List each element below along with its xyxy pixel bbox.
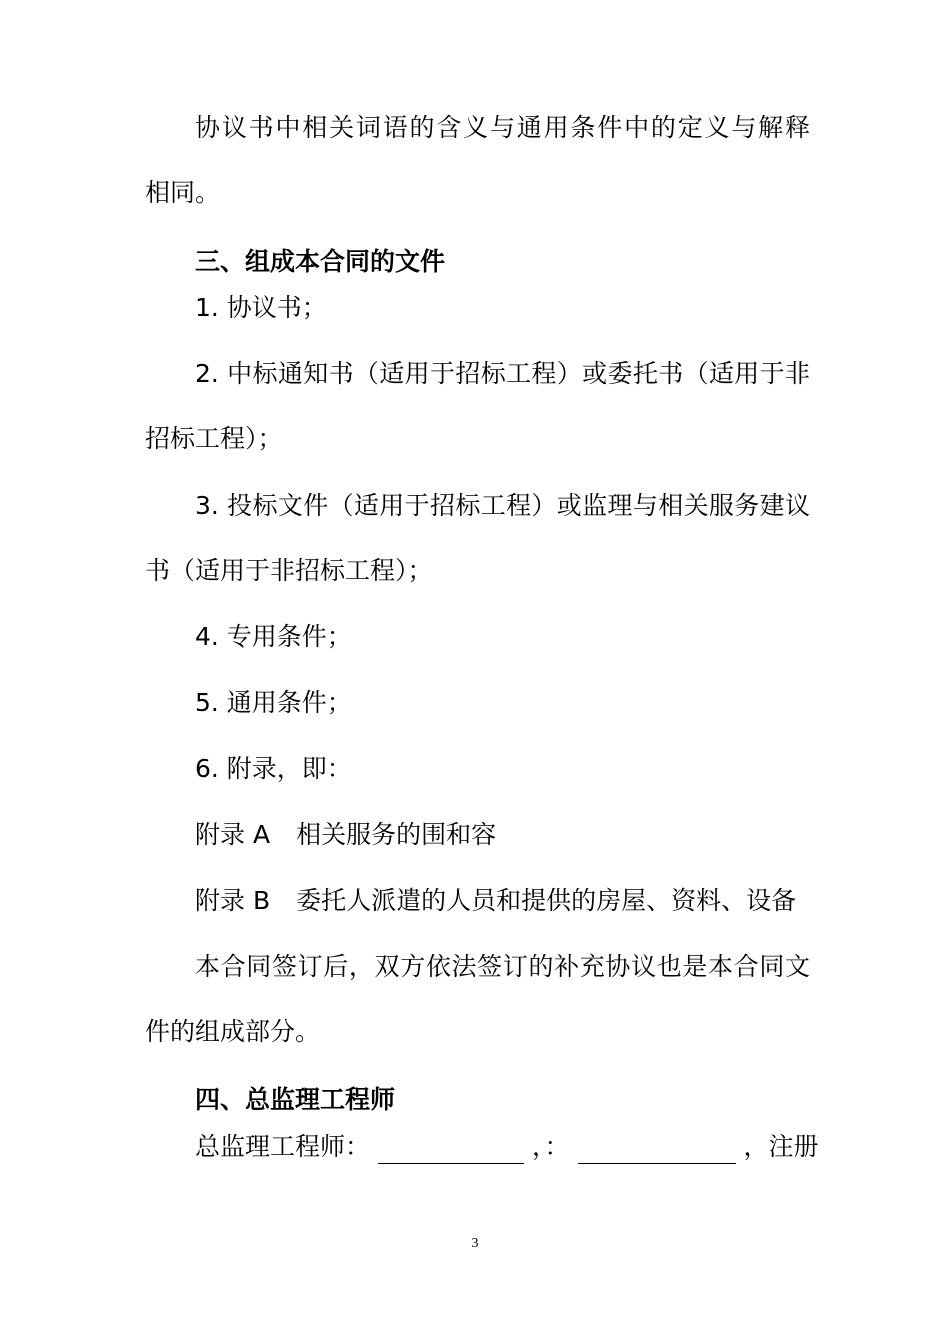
chief-engineer-name-blank[interactable] <box>378 1131 524 1164</box>
paragraph-definitions-line1: 协议书中相关词语的含义与通用条件中的定义与解释 <box>195 113 810 142</box>
chief-engineer-separator: ，： <box>532 1132 570 1161</box>
list-item-3-line1: 3. 投标文件（适用于招标工程）或监理与相关服务建议 <box>195 491 810 520</box>
list-item-3-line2: 书（适用于非招标工程）； <box>145 556 433 585</box>
paragraph-definitions-line2: 相同。 <box>145 178 221 207</box>
list-item-1: 1. 协议书； <box>195 293 327 322</box>
appendix-a <box>145 818 810 852</box>
chief-engineer-line <box>145 1130 819 1164</box>
list-item-6: 6. 附录，即： <box>195 754 352 783</box>
list-item-2-line1: 2. 中标通知书（适用于招标工程）或委托书（适用于非 <box>195 359 810 388</box>
chief-engineer-id-blank[interactable] <box>578 1131 736 1164</box>
section-heading-4: 四、总监理工程师 <box>195 1085 396 1114</box>
appendix-b-label: 附录 B <box>195 886 271 915</box>
appendix-a-text: 相关服务的围和容 <box>296 820 497 849</box>
page-number: 3 <box>471 1236 479 1251</box>
chief-engineer-registered-label: ，注册 <box>743 1132 819 1161</box>
section-heading-3: 三、组成本合同的文件 <box>195 247 446 276</box>
chief-engineer-label: 总监理工程师： <box>195 1132 371 1161</box>
appendix-b-text: 委托人派遣的人员和提供的房屋、资料、设备 <box>296 886 797 915</box>
appendix-a-label: 附录 A <box>195 820 271 849</box>
paragraph-supplement-line1: 本合同签订后，双方依法签订的补充协议也是本合同文 <box>195 952 810 981</box>
list-item-5: 5. 通用条件； <box>195 688 352 717</box>
list-item-2-line2: 招标工程）； <box>145 424 283 453</box>
paragraph-supplement-line2: 件的组成部分。 <box>145 1017 321 1046</box>
appendix-b <box>145 884 810 918</box>
list-item-4: 4. 专用条件； <box>195 622 352 651</box>
